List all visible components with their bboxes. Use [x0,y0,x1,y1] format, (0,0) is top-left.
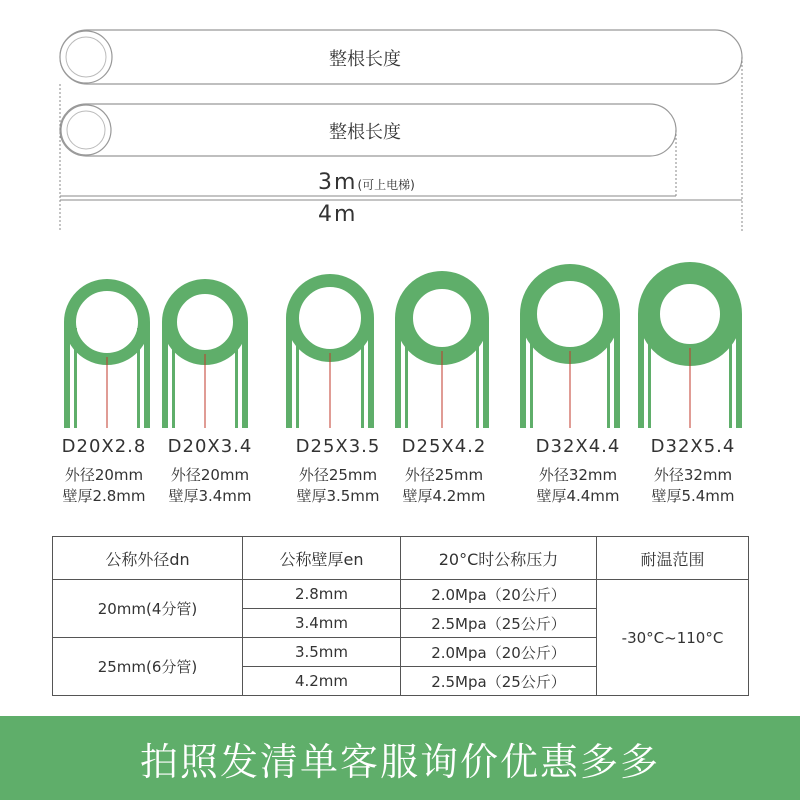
pipe-cross-section [520,273,620,429]
spec-wall: 壁厚4.4mm [536,487,620,505]
pipe-leg-left [64,322,70,428]
pipe-ring [649,273,731,355]
pipe-leg-inner-left [74,328,77,428]
header-pressure: 20°C时公称压力 [401,537,597,580]
spec-outer: 外径20mm [64,466,144,484]
spec-code: D20X2.8 [61,436,147,457]
spec-code: D25X3.5 [295,436,381,457]
pipe-cross-section [286,281,374,429]
long-pipe-4m [60,30,742,84]
pipe-leg-left [638,314,644,428]
pipe-leg-right [144,322,150,428]
promo-banner: 拍照发清单客服询价优惠多多 [0,716,800,800]
header-temp: 耐温范围 [597,537,749,580]
pipe-leg-inner-right [137,328,140,428]
spec-item [536,436,621,507]
spec-code: D20X3.4 [167,436,253,457]
spec-item [62,436,147,507]
spec-outer: 外径32mm [653,466,733,484]
cell-dn: 25mm(6分管) [53,638,243,696]
cell-en: 4.2mm [243,667,401,696]
pipe-leg-left [286,318,292,428]
pipe-leg-left [395,318,401,428]
table-header-row [53,537,749,580]
pipe-length-label-top: 整根长度 [329,49,401,70]
pipe-cross-section [64,285,150,428]
pipe-ring [293,281,368,356]
pipe-leg-right [736,314,742,428]
pipe-cross-section [638,273,742,428]
pipe-leg-inner-left [405,324,408,428]
spec-code: D32X4.4 [535,436,621,457]
spec-item [402,436,487,507]
spec-wall: 壁厚2.8mm [62,487,146,505]
spec-code: D25X4.2 [401,436,487,457]
cross-sections [64,273,742,429]
pipe-leg-inner-right [361,324,364,428]
cell-pressure: 2.5Mpa（25公斤） [401,609,597,638]
spec-outer: 外径25mm [404,466,484,484]
spec-code: D32X5.4 [650,436,736,457]
length-3m-label [318,170,415,195]
pipe-leg-inner-left [648,320,651,428]
spec-wall: 壁厚3.4mm [168,487,252,505]
spec-outer: 外径20mm [170,466,250,484]
pipe-length-label-bottom: 整根长度 [329,122,401,143]
length-3m-value: 3m [318,170,358,195]
cell-en: 3.5mm [243,638,401,667]
cell-pressure: 2.0Mpa（20公斤） [401,580,597,609]
table-row [53,580,749,609]
length-4m-value: 4m [318,202,358,227]
pipe-ring [70,285,144,359]
spec-item [296,436,381,507]
pipe-leg-inner-right [235,328,238,428]
pipe-leg-inner-left [172,328,175,428]
spec-item [168,436,253,507]
cell-temp: -30°C~110°C [597,580,749,696]
header-dn: 公称外径dn [53,537,243,580]
length-4m-label [318,202,357,227]
pipe-cross-section [162,287,248,429]
pipe-leg-inner-left [530,320,533,428]
pipe-ring [170,287,241,358]
pipe-leg-inner-right [729,320,732,428]
pipe-leg-inner-right [476,324,479,428]
length-3m-note: (可上电梯) [357,178,415,192]
pipe-leg-right [242,322,248,428]
cell-pressure: 2.5Mpa（25公斤） [401,667,597,696]
spec-item [651,436,736,507]
pipe-cross-section [395,280,489,428]
pipe-leg-inner-left [296,324,299,428]
pipe-leg-right [483,318,489,428]
pipe-ring [404,280,480,356]
pipe-leg-left [520,314,526,428]
cell-pressure: 2.0Mpa（20公斤） [401,638,597,667]
spec-outer: 外径32mm [538,466,618,484]
pipe-ring [529,273,612,356]
cell-dn: 20mm(4分管) [53,580,243,638]
spec-table [52,536,749,696]
pipe-leg-inner-right [607,320,610,428]
pipe-leg-right [368,318,374,428]
header-en: 公称壁厚en [243,537,401,580]
cell-en: 2.8mm [243,580,401,609]
spec-wall: 壁厚5.4mm [651,487,735,505]
spec-wall: 壁厚4.2mm [402,487,486,505]
pipe-leg-right [614,314,620,428]
pipe-leg-left [162,322,168,428]
spec-wall: 壁厚3.5mm [296,487,380,505]
cell-en: 3.4mm [243,609,401,638]
spec-outer: 外径25mm [298,466,378,484]
